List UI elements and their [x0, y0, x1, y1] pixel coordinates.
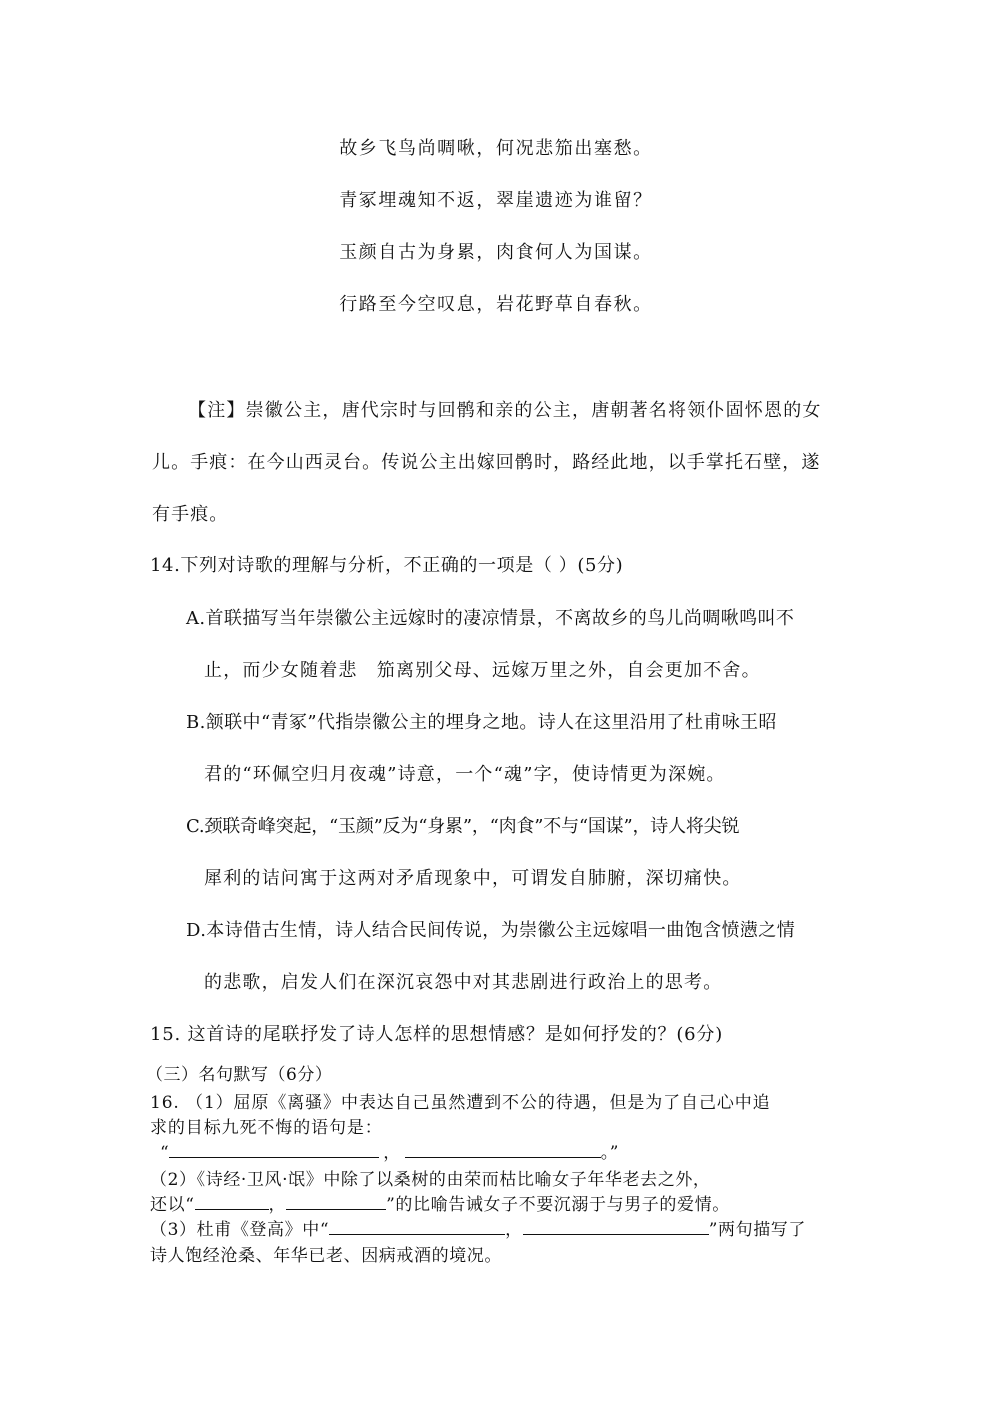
close-quote: 。” [600, 1143, 619, 1163]
q16-part1-line2: 求的目标九死不悔的语句是： [150, 1118, 383, 1138]
note-line-2: 儿。手痕：在今山西灵台。传说公主出嫁回鹘时，路经此地，以手掌托石壁，遂 [152, 452, 821, 473]
comma: ， [268, 1195, 287, 1215]
part2-prefix: 还以“ [150, 1195, 195, 1215]
blank-4[interactable] [286, 1191, 386, 1210]
option-d-line-2: 的悲歌，启发人们在深沉哀怨中对其悲剧进行政治上的思考。 [204, 972, 723, 993]
q16-part1-answer-row [160, 1138, 619, 1163]
note-line-3: 有手痕。 [152, 504, 229, 525]
option-c-line-2: 犀利的诘问寓于这两对矛盾现象中，可谓发自肺腑，深切痛快。 [204, 868, 742, 889]
question-14-stem: 14.下列对诗歌的理解与分析，不正确的一项是（ ）(5分) [150, 555, 624, 576]
option-a-line-1: A.首联描写当年崇徽公主远嫁时的凄凉情景，不离故乡的鸟儿尚啁啾鸣叫不 [186, 608, 795, 629]
q16-part2-answer-row [150, 1190, 730, 1215]
option-b-line-1: B.颔联中“青冢”代指崇徽公主的埋身之地。诗人在这里沿用了杜甫咏王昭 [186, 712, 777, 733]
poem-line-1: 故乡飞鸟尚啁啾，何况悲笳出塞愁。 [339, 138, 653, 159]
part3-suffix: ”两句描写了 [708, 1220, 807, 1240]
option-b-line-2: 君的“环佩空归月夜魂”诗意，一个“魂”字，使诗情更为深婉。 [204, 764, 726, 785]
option-d-line-1: D.本诗借古生情，诗人结合民间传说，为崇徽公主远嫁唱一曲饱含愤懑之情 [186, 920, 796, 941]
blank-5[interactable] [329, 1216, 505, 1235]
blank-6[interactable] [523, 1216, 709, 1235]
poem-line-4: 行路至今空叹息，岩花野草自春秋。 [339, 294, 653, 315]
option-a-line-2: 止，而少女随着悲 笳离别父母、远嫁万里之外，自会更加不舍。 [204, 660, 761, 681]
q16-part3-answer-row [150, 1215, 806, 1240]
q16-part2-line1: （2）《诗经·卫风·氓》中除了以桑树的由荣而枯比喻女子年华老去之外， [150, 1170, 711, 1190]
comma: ， [383, 1143, 401, 1163]
poem-line-3: 玉颜自古为身累，肉食何人为国谋。 [339, 242, 653, 263]
blank-1[interactable] [169, 1139, 379, 1158]
blank-2[interactable] [405, 1139, 601, 1158]
part2-suffix: ”的比喻告诫女子不要沉溺于与男子的爱情。 [386, 1195, 730, 1215]
q16-part3-line2: 诗人饱经沧桑、年华已老、因病戒酒的境况。 [150, 1246, 502, 1266]
section-3-title: （三）名句默写（6分） [146, 1065, 333, 1085]
q16-part1-line1: 16. （1）屈原《离骚》中表达自己虽然遭到不公的待遇，但是为了自己心中追 [150, 1093, 771, 1113]
comma: ， [505, 1220, 523, 1240]
note-line-1: 【注】崇徽公主，唐代宗时与回鹘和亲的公主，唐朝著名将领仆固怀恩的女 [188, 400, 822, 421]
poem-line-2: 青冢埋魂知不返，翠崖遗迹为谁留？ [339, 190, 653, 211]
option-c-line-1: C.颈联奇峰突起，“玉颜”反为“身累”，“肉食”不与“国谋”，诗人将尖锐 [186, 816, 740, 837]
open-quote: “ [160, 1143, 170, 1163]
question-15: 15. 这首诗的尾联抒发了诗人怎样的思想情感？是如何抒发的？(6分) [150, 1024, 724, 1045]
blank-3[interactable] [195, 1191, 269, 1210]
part3-prefix: （3）杜甫《登高》中“ [150, 1220, 330, 1240]
